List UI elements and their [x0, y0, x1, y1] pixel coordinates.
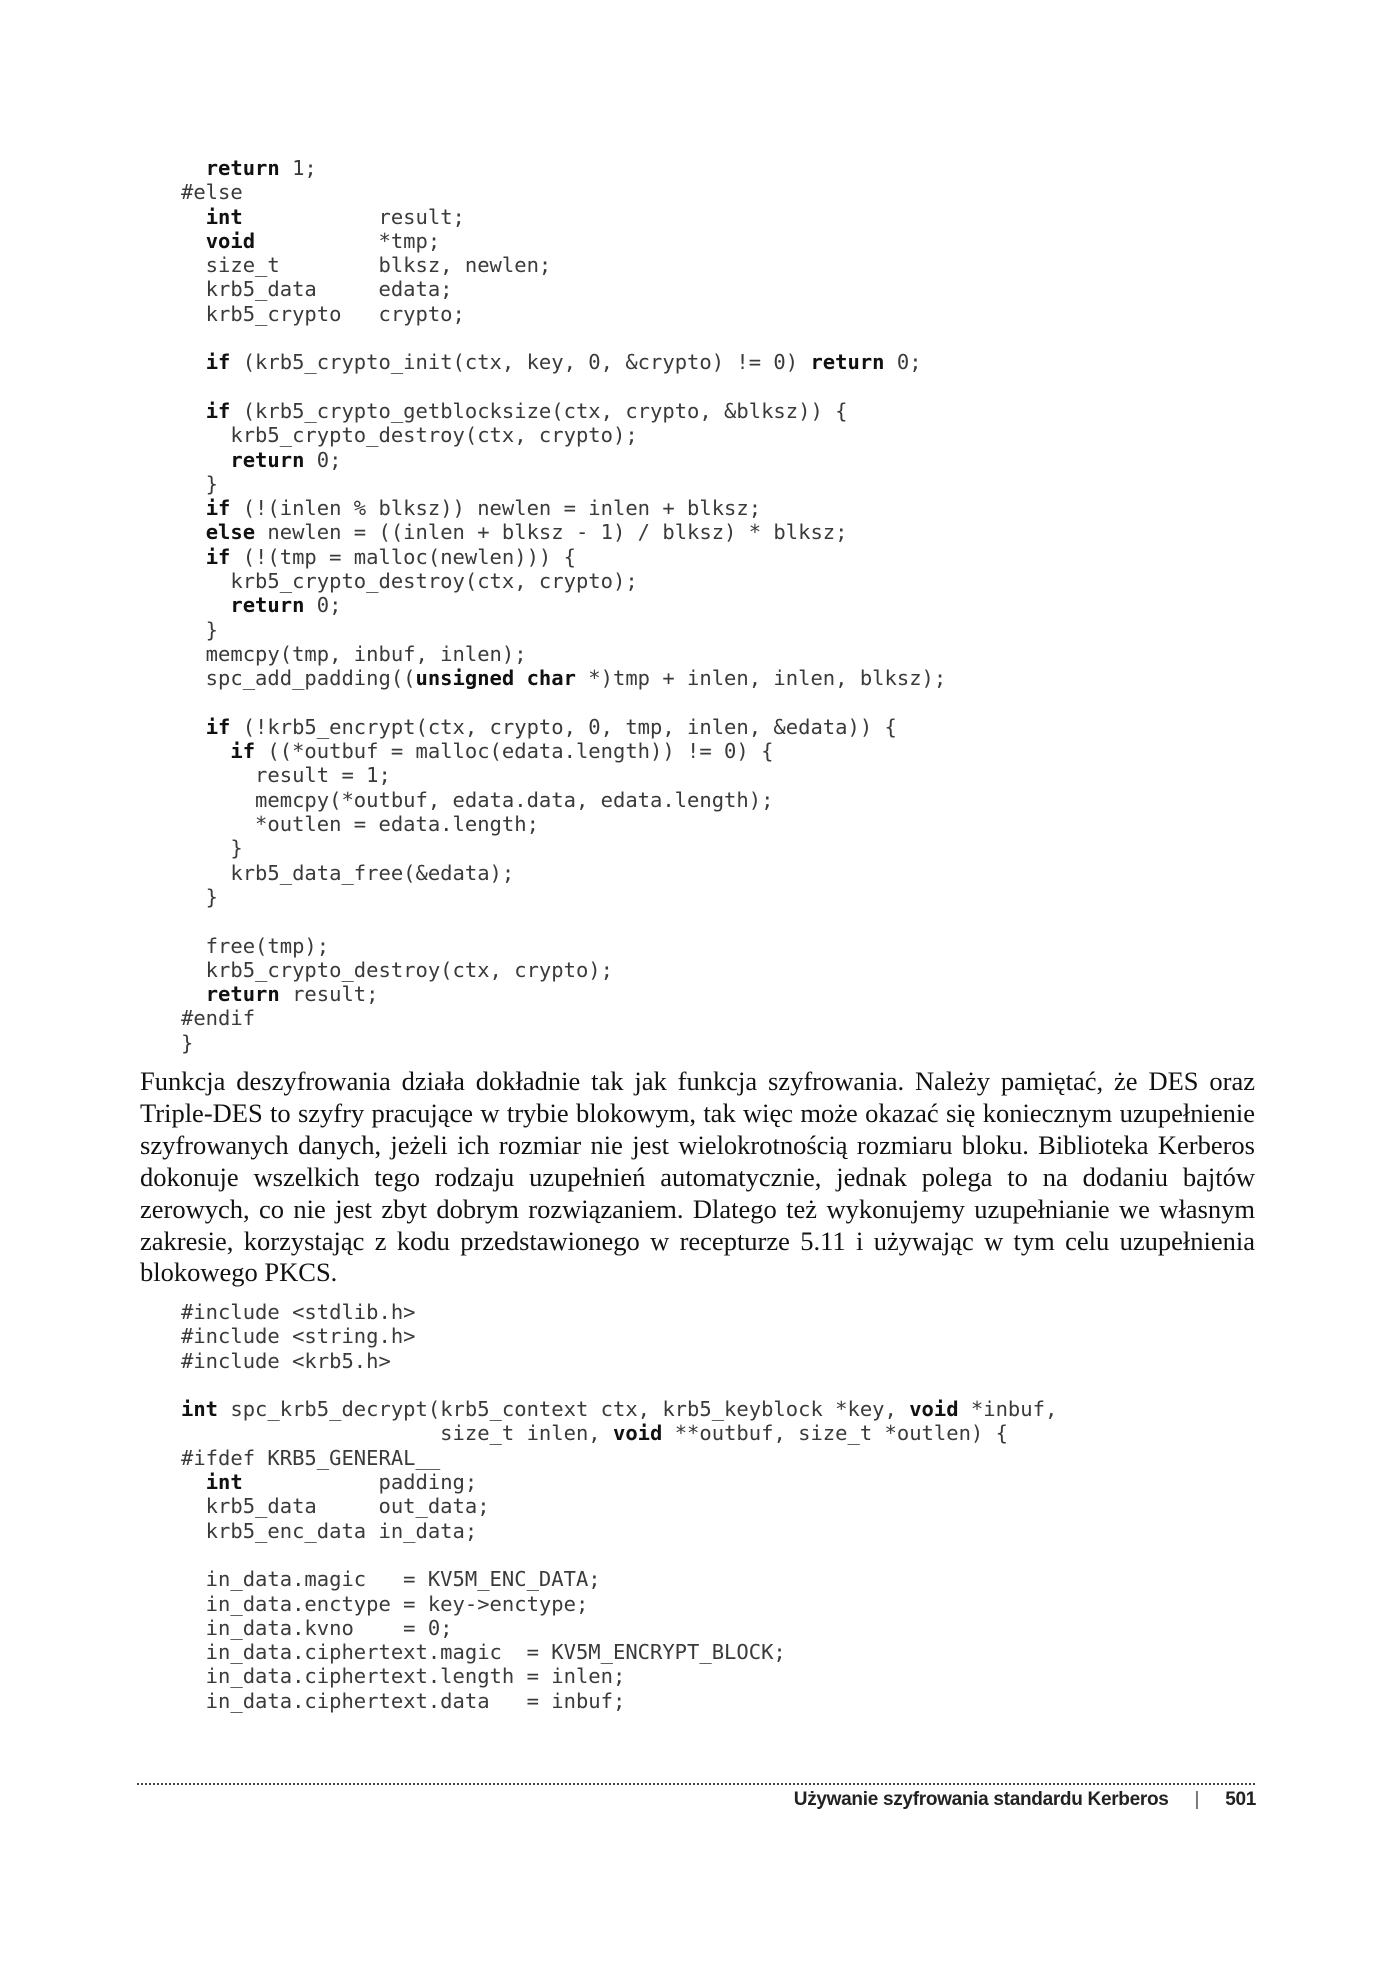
- code-text: (krb5_crypto_init(ctx, key, 0, &crypto) != 0): [230, 350, 811, 375]
- code-line: [181, 861, 946, 885]
- code-line: [181, 399, 946, 423]
- body-paragraph: Funkcja deszyfrowania działa dokładnie tak jak funkcja szyfrowania. Należy pamiętać, że DES oraz Triple-DES to szyfry pracujące w trybie blokowym, tak więc może okazać się koniecznym uzupełnienie szyfrowanych danych, jeżeli ich rozmiar nie jest wielokrotnością rozmiaru bloku. Biblioteka Kerberos dokonuje wszelkich tego rodzaju uzupełnień automatycznie, jednak polega to na dodaniu bajtów zerowych, co nie jest zbyt dobrym rozwiązaniem. Dlatego też wykonujemy uzupełnianie we własnym zakresie, korzystając z kodu przedstawionego w recepturze 5.11 i używając w tym celu uzupełnienia blokowego PKCS.: [140, 1066, 1255, 1288]
- code-text: krb5_crypto_destroy(ctx, crypto);: [181, 957, 613, 982]
- code-line: [181, 1543, 1057, 1567]
- code-text: padding;: [242, 1470, 478, 1495]
- code-line: [181, 1592, 1057, 1616]
- code-text: }: [181, 471, 219, 496]
- code-text: *)tmp + inlen, inlen, blksz);: [575, 666, 947, 691]
- code-keyword: void: [612, 1421, 663, 1446]
- code-text: result;: [242, 204, 465, 229]
- code-text: size_t blksz, newlen;: [181, 253, 552, 278]
- code-line: [181, 229, 946, 253]
- code-line: [181, 1397, 1057, 1421]
- code-keyword: else: [205, 520, 256, 545]
- code-keyword: return: [230, 593, 305, 618]
- code-keyword: void: [205, 228, 256, 253]
- code-text: [181, 593, 230, 617]
- code-text: in_data.ciphertext.length = inlen;: [181, 1664, 626, 1689]
- code-keyword: if: [205, 714, 231, 739]
- code-keyword: int: [181, 1397, 219, 1422]
- code-text: *tmp;: [255, 228, 441, 253]
- code-line: [181, 1616, 1057, 1640]
- footer-separator: |: [1194, 1789, 1200, 1810]
- code-text: [181, 399, 206, 423]
- footer-rule: [137, 1783, 1255, 1785]
- code-text: }: [181, 617, 219, 642]
- code-text: [181, 448, 230, 472]
- code-text: [181, 496, 206, 520]
- code-line: [181, 180, 946, 204]
- code-text: free(tmp);: [181, 933, 330, 958]
- code-text: newlen = ((inlen + blksz - 1) / blksz) * blksz;: [255, 520, 848, 545]
- code-line: [181, 472, 946, 496]
- code-line: [181, 885, 946, 909]
- code-text: (!(inlen % blksz)) newlen = inlen + blksz;: [230, 496, 762, 521]
- code-text: krb5_data out_data;: [181, 1494, 490, 1519]
- code-line: [181, 1470, 1057, 1494]
- code-text: [181, 229, 206, 253]
- code-line: [181, 618, 946, 642]
- code-text: *inbuf,: [958, 1397, 1058, 1422]
- code-line: [181, 788, 946, 812]
- code-line: [181, 496, 946, 520]
- code-text: [181, 715, 206, 739]
- code-line: [181, 1300, 1057, 1324]
- code-line: [181, 1664, 1057, 1688]
- code-line: [181, 763, 946, 787]
- code-keyword: if: [205, 398, 231, 423]
- code-text: [181, 156, 206, 180]
- page-footer: [794, 1789, 1256, 1811]
- code-text: #ifdef KRB5_GENERAL__: [181, 1445, 441, 1470]
- code-keyword: if: [205, 350, 231, 375]
- footer-chapter-title: Używanie szyfrowania standardu Kerberos: [793, 1789, 1169, 1810]
- code-text: #else: [181, 180, 243, 205]
- code-line: [181, 1640, 1057, 1664]
- code-text: ((*outbuf = malloc(edata.length)) != 0) {: [255, 739, 774, 764]
- code-line: [181, 1324, 1057, 1348]
- code-keyword: unsigned char: [415, 666, 576, 691]
- code-text: (!krb5_encrypt(ctx, crypto, 0, tmp, inlen, &edata)) {: [230, 714, 897, 739]
- code-line: [181, 982, 946, 1006]
- code-text: spc_krb5_decrypt(krb5_context ctx, krb5_keyblock *key,: [218, 1397, 910, 1422]
- code-line: [181, 739, 946, 763]
- code-text: krb5_data_free(&edata);: [181, 860, 515, 885]
- code-text: *outlen = edata.length;: [181, 812, 539, 837]
- code-line: [181, 277, 946, 301]
- code-text: in_data.ciphertext.data = inbuf;: [181, 1688, 626, 1713]
- code-line: [181, 569, 946, 593]
- code-line: [181, 593, 946, 617]
- code-line: [181, 1373, 1057, 1397]
- code-line: [181, 836, 946, 860]
- code-text: krb5_crypto crypto;: [181, 301, 465, 326]
- code-line: [181, 715, 946, 739]
- code-text: krb5_crypto_destroy(ctx, crypto);: [181, 569, 638, 594]
- code-line: [181, 302, 946, 326]
- code-text: **outbuf, size_t *outlen) {: [662, 1421, 1008, 1446]
- code-line: [181, 666, 946, 690]
- code-text: result;: [279, 982, 379, 1007]
- code-line: [181, 350, 946, 374]
- code-text: memcpy(tmp, inbuf, inlen);: [181, 641, 527, 666]
- code-line: [181, 545, 946, 569]
- code-text: in_data.magic = KV5M_ENC_DATA;: [181, 1567, 601, 1592]
- code-line: [181, 934, 946, 958]
- code-line: [181, 1567, 1057, 1591]
- code-text: }: [181, 1030, 194, 1055]
- code-line: [181, 156, 946, 180]
- code-text: #include <krb5.h>: [181, 1348, 391, 1373]
- code-text: [181, 520, 206, 544]
- code-keyword: return: [810, 350, 885, 375]
- code-line: [181, 253, 946, 277]
- code-text: 1;: [279, 156, 317, 180]
- code-keyword: return: [205, 982, 280, 1007]
- code-keyword: void: [909, 1397, 959, 1422]
- code-text: #include <string.h>: [181, 1324, 416, 1349]
- code-line: [181, 1494, 1057, 1518]
- code-text: [181, 982, 206, 1006]
- code-text: [181, 350, 206, 374]
- code-line: [181, 642, 946, 666]
- code-line: [181, 205, 946, 229]
- code-line: [181, 1349, 1057, 1373]
- code-line: [181, 1031, 946, 1055]
- code-text: krb5_crypto_destroy(ctx, crypto);: [181, 423, 638, 448]
- code-line: [181, 375, 946, 399]
- code-text: #endif: [181, 1006, 256, 1031]
- page-number: 501: [1225, 1789, 1256, 1810]
- code-keyword: int: [205, 204, 243, 229]
- code-keyword: if: [205, 544, 231, 569]
- code-line: [181, 520, 946, 544]
- code-text: in_data.ciphertext.magic = KV5M_ENCRYPT_BLOCK;: [181, 1640, 786, 1665]
- code-text: 0;: [884, 350, 922, 375]
- code-text: size_t inlen,: [181, 1421, 613, 1446]
- code-text: krb5_enc_data in_data;: [181, 1518, 478, 1543]
- code-line: [181, 691, 946, 715]
- code-text: 0;: [304, 593, 342, 618]
- code-line: [181, 812, 946, 836]
- code-keyword: return: [205, 156, 280, 180]
- code-text: in_data.kvno = 0;: [181, 1615, 453, 1640]
- code-line: [181, 909, 946, 933]
- code-text: (krb5_crypto_getblocksize(ctx, crypto, &blksz)) {: [230, 398, 848, 423]
- code-keyword: int: [205, 1470, 243, 1495]
- code-text: in_data.enctype = key->enctype;: [181, 1591, 589, 1616]
- code-text: 0;: [304, 447, 342, 472]
- code-keyword: if: [205, 496, 231, 521]
- code-line: [181, 1519, 1057, 1543]
- code-text: #include <stdlib.h>: [181, 1300, 416, 1324]
- code-text: }: [181, 884, 219, 909]
- code-listing-bottom: [181, 1300, 1057, 1713]
- code-text: [181, 739, 230, 763]
- code-line: [181, 1689, 1057, 1713]
- code-line: [181, 1006, 946, 1030]
- code-line: [181, 448, 946, 472]
- code-line: [181, 1446, 1057, 1470]
- code-keyword: return: [230, 447, 305, 472]
- code-text: [181, 545, 206, 569]
- code-line: [181, 423, 946, 447]
- code-text: [181, 1470, 206, 1494]
- code-text: memcpy(*outbuf, edata.data, edata.length);: [181, 787, 774, 812]
- code-line: [181, 1421, 1057, 1445]
- code-text: [181, 205, 206, 229]
- code-line: [181, 958, 946, 982]
- code-line: [181, 326, 946, 350]
- code-text: (!(tmp = malloc(newlen))) {: [230, 544, 576, 569]
- code-listing-top: [181, 156, 946, 1055]
- code-text: krb5_data edata;: [181, 277, 453, 302]
- code-text: }: [181, 836, 243, 861]
- code-text: spc_add_padding((: [181, 666, 416, 691]
- code-text: result = 1;: [181, 763, 391, 788]
- code-keyword: if: [230, 739, 256, 764]
